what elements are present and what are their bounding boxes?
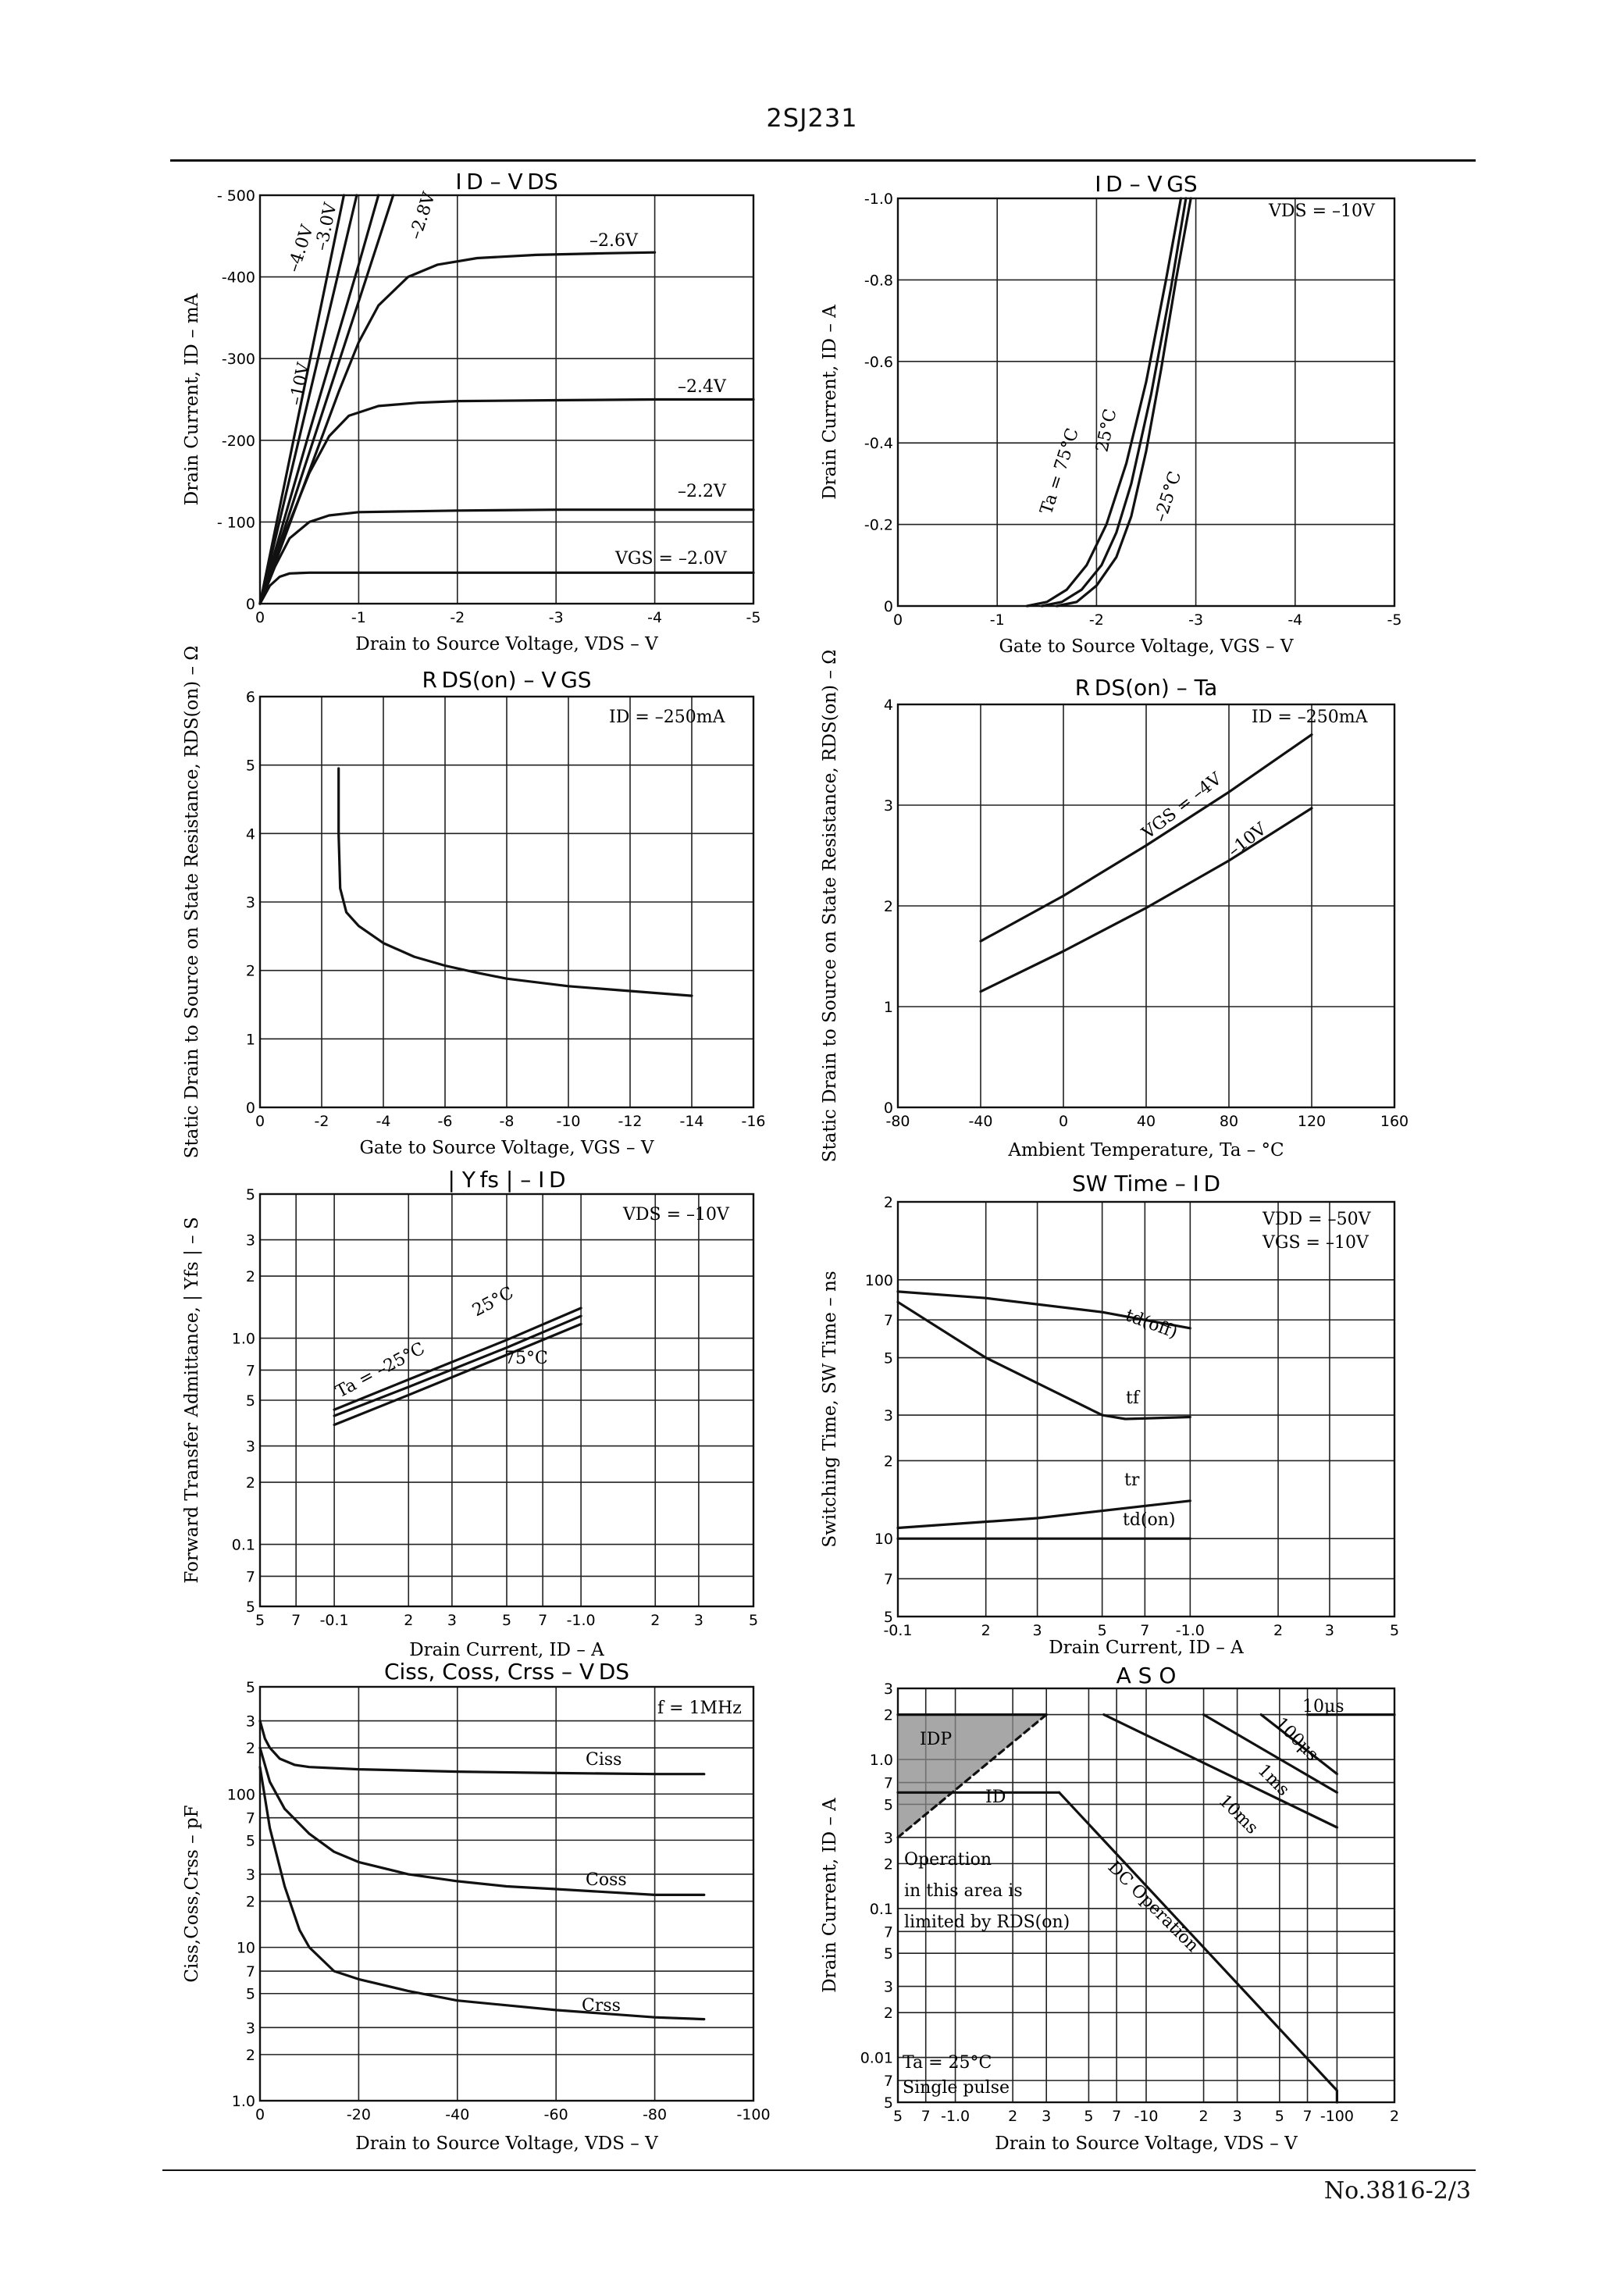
c1-annotation: –2.6V [589,231,638,251]
page-title: 2SJ231 [766,103,858,133]
c8-annotation: IDP [920,1730,953,1749]
c5-x-tick-label: 3 [693,1612,703,1629]
c5-annotation: VDS = –10V [623,1205,729,1225]
c7-chart [182,1659,771,2154]
c1-x-tick-label: -2 [450,609,465,626]
c2-x-tick-label: -2 [1088,611,1104,629]
c4-x-tick-label: 120 [1297,1113,1327,1130]
c1-x-tick-label: -5 [746,609,761,626]
c8-y-tick-label: 5 [883,1796,893,1814]
c3-y-tick-label: 2 [245,962,255,980]
c1-annotation: –4.0V [283,223,318,275]
c6-x-tick-label: 3 [1032,1622,1042,1639]
c5-title: | Y fs | – I D [447,1167,566,1192]
c7-series-1 [260,1748,704,1895]
c7-y-tick-label: 10 [236,1939,255,1957]
c8-y-tick-label: 7 [883,1923,893,1941]
c4-x-tick-label: 80 [1219,1113,1239,1130]
c3-x-tick-label: -14 [679,1113,704,1130]
c7-x-tick-label: -60 [543,2106,568,2123]
c7-y-tick-label: 7 [245,1963,255,1981]
c3-x-tick-label: -12 [618,1113,643,1130]
c1-annotation: VGS = –2.0V [615,549,727,569]
c7-x-tick-label: -40 [445,2106,470,2123]
c4-annotation: ID = –250mA [1252,708,1368,727]
c5-x-tick-label: 5 [255,1612,265,1629]
c5-y-tick-label: 5 [245,1186,255,1203]
c8-y-axis-label: Drain Current, ID – A [820,1798,840,1993]
c4-x-tick-label: 40 [1136,1113,1156,1130]
c2-y-tick-label: -0.6 [864,353,893,371]
c8-annotation: DC Operation [1103,1857,1202,1956]
c8-annotation: 10μs [1302,1697,1344,1717]
c8-y-tick-label: 0.01 [860,2049,893,2067]
c5-chart [182,1167,758,1660]
c1-series-5 [260,195,379,604]
c3-y-axis-label: Static Drain to Source on State Resistance, RDS(on) – Ω [182,645,202,1159]
c6-plot-frame [898,1202,1394,1617]
c8-x-axis-label: Drain to Source Voltage, VDS – V [995,2134,1298,2154]
c5-x-axis-label: Drain Current, ID – A [409,1640,604,1660]
c7-y-tick-label: 2 [245,1893,255,1911]
c1-y-tick-label: -200 [221,432,255,450]
c1-series-4 [260,195,394,604]
c3-y-tick-label: 1 [245,1031,255,1049]
c8-y-tick-label: 3 [883,1681,893,1698]
c7-y-tick-label: 100 [226,1786,255,1804]
c7-y-tick-label: 3 [245,2020,255,2037]
c8-annotation: limited by RDS(on) [904,1913,1070,1932]
c3-x-tick-label: -16 [741,1113,766,1130]
c3-x-tick-label: -4 [376,1113,391,1130]
c1-series-0 [260,572,753,604]
c2-y-tick-label: -1.0 [864,191,893,208]
c5-x-tick-label: 5 [501,1612,512,1629]
c8-x-tick-label: -100 [1320,2108,1354,2125]
c1-annotation: –2.4V [678,377,726,397]
c1-y-tick-label: - 500 [216,187,255,205]
c2-plot-frame [898,198,1394,606]
c2-y-tick-label: -0.8 [864,272,893,290]
c5-annotation: 75°C [504,1349,548,1368]
c8-y-tick-label: 5 [883,1945,893,1963]
c6-title: SW Time – I D [1071,1171,1221,1196]
c1-y-tick-label: -300 [221,351,255,369]
c8-chart [820,1663,1399,2154]
c3-x-tick-label: 0 [255,1113,265,1130]
c4-title: R DS(on) – Ta [1074,675,1218,701]
c6-x-tick-label: 2 [981,1622,991,1639]
c8-y-tick-label: 2 [883,1706,893,1724]
c4-x-axis-label: Ambient Temperature, Ta – °C [1008,1140,1284,1160]
c7-y-axis-label: Ciss,Coss,Crss – pF [182,1805,202,1983]
c6-x-tick-label: -1.0 [1175,1622,1205,1639]
c6-chart [820,1171,1399,1658]
c6-x-tick-label: 2 [1273,1622,1284,1639]
c4-x-tick-label: -80 [885,1113,910,1130]
c1-x-tick-label: -1 [351,609,366,626]
c8-annotation: Single pulse [903,2078,1010,2098]
c2-x-tick-label: -1 [989,611,1005,629]
c6-x-tick-label: -0.1 [883,1622,913,1639]
c8-annotation: Ta = 25°C [903,2053,992,2073]
c3-y-tick-label: 6 [245,689,255,706]
c8-x-tick-label: 5 [1084,2108,1094,2125]
c7-y-tick-label: 7 [245,1809,255,1827]
c8-x-tick-label: 5 [1274,2108,1284,2125]
c2-y-tick-label: -0.4 [864,435,893,453]
c7-y-tick-label: 5 [245,1832,255,1850]
c7-x-tick-label: 0 [255,2106,265,2123]
c5-x-tick-label: 7 [538,1612,548,1629]
c2-annotation: 25°C [1092,407,1121,455]
c6-x-tick-label: 5 [1389,1622,1400,1639]
c5-x-tick-label: 5 [748,1612,759,1629]
c8-annotation: Operation [904,1850,992,1870]
c8-x-tick-label: 2 [1389,2108,1400,2125]
c7-annotation: f = 1MHz [657,1699,742,1718]
c5-y-tick-label: 3 [245,1438,255,1456]
c7-annotation: Crss [582,1996,621,2016]
c6-annotation: tf [1126,1389,1139,1408]
c2-series-1 [1042,198,1186,606]
c1-y-axis-label: Drain Current, ID – mA [182,293,202,506]
c5-y-tick-label: 2 [245,1268,255,1286]
c1-annotation: –3.0V [312,201,341,253]
c1-annotation: –2.8V [405,190,440,242]
c8-series-2 [1060,1792,1337,2102]
c6-y-tick-label: 7 [883,1312,893,1330]
c7-title: Ciss, Coss, Crss – V DS [383,1659,630,1684]
c1-annotation: –10V [286,361,315,408]
c7-x-tick-label: -100 [736,2106,771,2123]
c4-y-tick-label: 1 [883,999,893,1016]
c4-y-tick-label: 4 [883,697,893,714]
c1-y-tick-label: 0 [245,596,255,613]
c8-y-tick-label: 3 [883,1829,893,1847]
c3-series-0 [339,768,692,996]
c8-annotation: 10ms [1214,1791,1262,1838]
c7-y-tick-label: 5 [245,1679,255,1696]
c1-x-tick-label: -3 [548,609,564,626]
c6-y-axis-label: Switching Time, SW Time – ns [820,1271,840,1548]
c2-title: I D – V GS [1095,171,1198,197]
c5-y-tick-label: 3 [245,1232,255,1250]
c5-x-tick-label: 2 [404,1612,414,1629]
c6-y-tick-label: 7 [883,1570,893,1588]
c3-x-axis-label: Gate to Source Voltage, VGS – V [359,1138,654,1158]
c2-x-tick-label: 0 [892,611,903,629]
c3-x-tick-label: -2 [314,1113,329,1130]
c1-title: I D – V DS [455,169,558,194]
c4-y-tick-label: 0 [883,1100,893,1117]
c4-y-axis-label: Static Drain to Source on State Resistance, RDS(on) – Ω [820,649,840,1163]
c3-y-tick-label: 0 [245,1100,255,1117]
c1-annotation: –2.2V [678,482,726,501]
c2-x-tick-label: -5 [1387,611,1402,629]
footer-rule [162,2169,1476,2171]
c6-x-tick-label: 7 [1140,1622,1150,1639]
c7-y-tick-label: 3 [245,1866,255,1884]
c4-annotation: –10V [1224,819,1270,861]
c5-x-tick-label: 2 [650,1612,661,1629]
c5-y-axis-label: Forward Transfer Admittance, | Yfs | – S [182,1217,202,1584]
c7-y-tick-label: 5 [245,1985,255,2003]
c6-y-tick-label: 5 [883,1349,893,1367]
c6-x-tick-label: 3 [1324,1622,1334,1639]
c4-chart [820,650,1409,1163]
c6-y-tick-label: 100 [864,1271,893,1289]
c1-x-tick-label: 0 [255,609,265,626]
c1-y-tick-label: - 100 [216,514,255,532]
c4-y-tick-label: 2 [883,898,893,915]
c3-x-tick-label: -6 [437,1113,453,1130]
c7-y-tick-label: 2 [245,2046,255,2064]
c4-x-tick-label: 0 [1058,1113,1069,1130]
c6-x-tick-label: 5 [1097,1622,1107,1639]
c4-x-tick-label: 160 [1380,1113,1409,1130]
c7-x-axis-label: Drain to Source Voltage, VDS – V [355,2134,658,2154]
c3-chart [182,646,766,1159]
c6-annotation: tr [1124,1471,1140,1490]
c8-annotation: ID [985,1788,1006,1807]
document-number: No.3816-2/3 [1323,2177,1471,2205]
c2-x-tick-label: -3 [1188,611,1204,629]
c2-x-tick-label: -4 [1287,611,1303,629]
c8-x-tick-label: 7 [921,2108,931,2125]
c1-chart [182,169,760,654]
c5-x-tick-label: 7 [291,1612,301,1629]
c3-y-tick-label: 5 [245,757,255,775]
c4-y-tick-label: 3 [883,797,893,815]
c8-y-tick-label: 0.1 [869,1900,893,1918]
c3-annotation: ID = –250mA [609,708,725,727]
c2-annotation: –25°C [1150,469,1186,525]
c8-y-tick-label: 3 [883,1978,893,1996]
c5-y-tick-label: 1.0 [231,1330,255,1348]
c6-annotation: VDD = –50V [1263,1210,1371,1229]
c5-y-tick-label: 5 [245,1392,255,1410]
c7-y-tick-label: 1.0 [231,2093,255,2110]
c8-y-tick-label: 2 [883,2005,893,2023]
c3-x-tick-label: -8 [499,1113,515,1130]
c5-y-tick-label: 5 [245,1599,255,1616]
c6-y-tick-label: 10 [874,1531,893,1549]
c1-x-tick-label: -4 [647,609,663,626]
c3-x-tick-label: -10 [556,1113,581,1130]
c5-x-tick-label: 3 [447,1612,457,1629]
c6-annotation: td(off) [1122,1306,1181,1343]
c5-y-tick-label: 0.1 [231,1536,255,1554]
c2-series-0 [1027,198,1181,606]
c6-y-tick-label: 2 [883,1194,893,1211]
c8-annotation: 1ms [1253,1760,1294,1800]
c6-annotation: td(on) [1123,1510,1176,1530]
c7-annotation: Coss [586,1870,627,1890]
c8-y-tick-label: 7 [883,1774,893,1792]
c6-annotation: VGS = –10V [1263,1233,1369,1253]
c8-x-tick-label: 2 [1198,2108,1209,2125]
c7-x-tick-label: -20 [346,2106,371,2123]
c8-x-tick-label: 3 [1232,2108,1242,2125]
c7-y-tick-label: 2 [245,1740,255,1758]
c4-annotation: VGS = –4V [1138,769,1226,843]
c1-x-axis-label: Drain to Source Voltage, VDS – V [355,634,658,654]
c3-y-tick-label: 3 [245,894,255,911]
c2-annotation: Ta = 75°C [1036,426,1084,517]
c2-chart [820,171,1401,657]
c8-x-tick-label: 2 [1008,2108,1018,2125]
c8-y-tick-label: 1.0 [869,1752,893,1770]
c6-y-tick-label: 2 [883,1453,893,1471]
c8-annotation: 100μs [1270,1713,1323,1766]
c8-x-tick-label: -1.0 [941,2108,970,2125]
c5-x-tick-label: -1.0 [566,1612,596,1629]
c2-y-tick-label: 0 [883,598,893,615]
c5-y-tick-label: 7 [245,1362,255,1380]
c8-y-tick-label: 7 [883,2073,893,2091]
c2-annotation: VDS = –10V [1269,201,1375,221]
c7-y-tick-label: 3 [245,1713,255,1731]
c8-x-tick-label: 5 [892,2108,903,2125]
c3-y-tick-label: 4 [245,825,255,843]
c7-annotation: Ciss [586,1750,622,1770]
c5-annotation: Ta = –25°C [333,1339,429,1403]
c6-y-tick-label: 5 [883,1609,893,1626]
c5-y-tick-label: 2 [245,1474,255,1492]
c8-x-tick-label: 7 [1112,2108,1122,2125]
c2-y-axis-label: Drain Current, ID – A [820,305,840,500]
c5-x-tick-label: -0.1 [319,1612,349,1629]
c5-y-tick-label: 7 [245,1568,255,1586]
c5-annotation: 25°C [469,1283,518,1321]
c1-y-tick-label: -400 [221,269,255,287]
c7-x-tick-label: -80 [643,2106,668,2123]
c3-title: R DS(on) – V GS [422,667,592,693]
c4-x-tick-label: -40 [968,1113,993,1130]
c8-x-tick-label: 7 [1302,2108,1312,2125]
c2-x-axis-label: Gate to Source Voltage, VGS – V [999,636,1294,657]
c8-x-tick-label: 3 [1042,2108,1052,2125]
c6-y-tick-label: 3 [883,1407,893,1425]
c8-y-tick-label: 2 [883,1856,893,1873]
c8-annotation: in this area is [904,1881,1023,1901]
c8-x-tick-label: -10 [1134,2108,1159,2125]
c2-y-tick-label: -0.2 [864,516,893,534]
c6-x-axis-label: Drain Current, ID – A [1049,1638,1244,1658]
c8-title: A S O [1116,1663,1177,1688]
c8-y-tick-label: 5 [883,2094,893,2112]
